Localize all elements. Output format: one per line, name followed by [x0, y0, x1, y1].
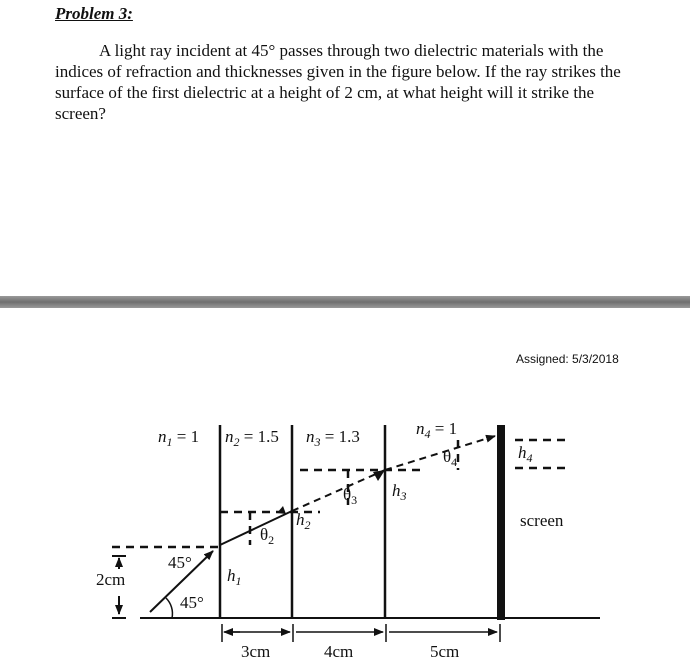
angle-arc	[166, 598, 172, 618]
n2-label: $n_2 = 1.5$	[225, 427, 279, 449]
dim-label-2: 4cm	[324, 642, 354, 661]
theta4-label: $\theta_4$	[443, 447, 458, 469]
screen	[497, 425, 505, 620]
ray-segment-2	[220, 511, 292, 545]
angle-bottom-label: 45°	[180, 593, 204, 612]
n3-label: $n_3 = 1.3$	[306, 427, 360, 449]
problem-title: Problem 3:	[55, 4, 133, 23]
h4-label: $h_4$	[518, 443, 533, 465]
n1-label: $n_1 = 1$	[158, 427, 200, 449]
h2-label: $h_2$	[296, 510, 311, 532]
screen-label: screen	[520, 511, 564, 530]
problem-statement: A light ray incident at 45° passes through two dielectric materials with the indices of refraction and thicknesses given in the figure below. If the ray strikes the surface of the first dielectric at a height of 2 cm, at what height will it strike the screen?	[55, 41, 621, 123]
h1-label: $h_1$	[227, 566, 242, 588]
dim-label-3: 5cm	[430, 642, 460, 661]
ray-segment-4	[385, 436, 495, 470]
n4-label: $n_4 = 1$	[416, 419, 458, 441]
h3-label: $h_3$	[392, 481, 407, 503]
theta2-label: $\theta_2$	[260, 525, 275, 547]
height-label: 2cm	[96, 570, 126, 589]
angle-top-label: 45°	[168, 553, 192, 572]
ray-arrow-2	[277, 506, 286, 514]
assigned-date: Assigned: 5/3/2018	[516, 352, 619, 366]
dim-label-1: 3cm	[241, 642, 271, 661]
ray-segment-3	[292, 470, 385, 511]
theta3-label: $\theta_3$	[343, 485, 358, 507]
